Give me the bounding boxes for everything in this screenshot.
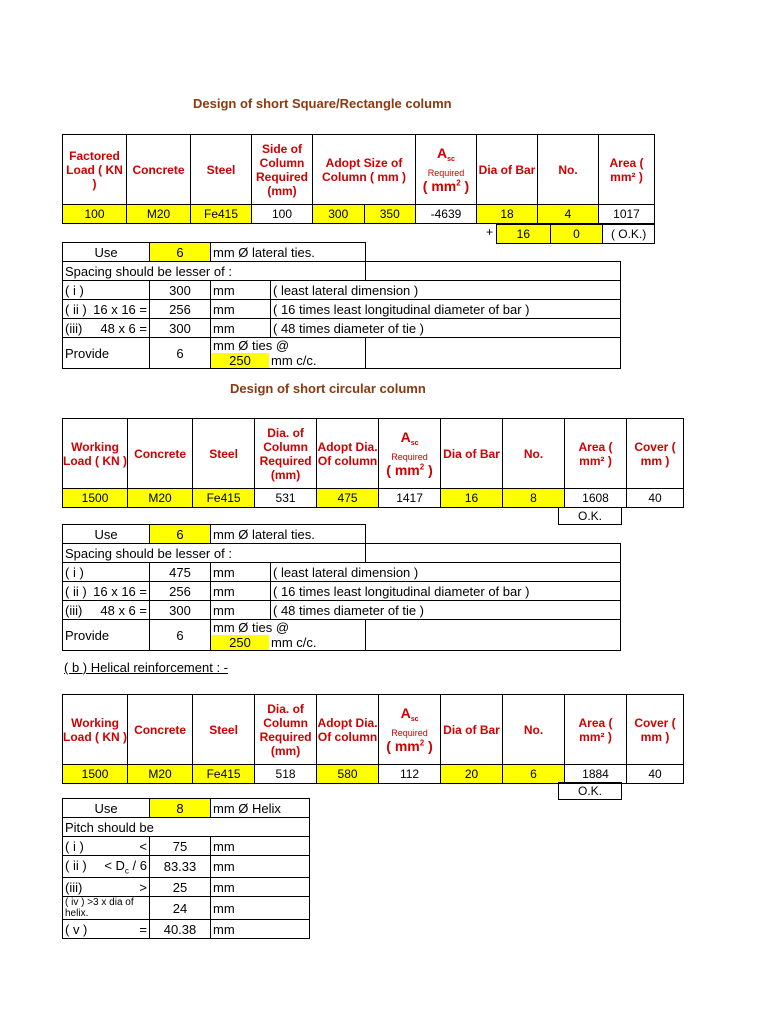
cell-asc: -4639 bbox=[416, 205, 477, 224]
header-adopt-size: Adopt Size of Column ( mm ) bbox=[313, 135, 416, 205]
helical-subtitle: ( b ) Helical reinforcement : - bbox=[64, 660, 228, 675]
header-no: No. bbox=[538, 135, 599, 205]
row-ii-label: ( ii ) 16 x 16 = bbox=[63, 582, 150, 601]
provide-unit: mm Ø ties @250 mm c/c. bbox=[211, 620, 366, 651]
row-ii-desc: ( 16 times least longitudinal diameter of bar ) bbox=[271, 300, 621, 319]
header-area: Area ( mm² ) bbox=[599, 135, 655, 205]
row-iii-unit: mm bbox=[211, 601, 271, 620]
pitch-label: Pitch should be bbox=[63, 818, 310, 837]
spacing-label: Spacing should be lesser of : bbox=[63, 544, 366, 563]
ties-box-2 bbox=[62, 524, 621, 651]
header-side-required: Side of Column Required (mm) bbox=[252, 135, 313, 205]
row-i-value: 475 bbox=[150, 563, 211, 582]
row-i-desc: ( least lateral dimension ) bbox=[271, 281, 621, 300]
pitch-v-unit: mm bbox=[211, 920, 310, 939]
pitch-iii-label: (iii) > bbox=[63, 878, 150, 897]
cell-no[interactable]: 6 bbox=[503, 765, 565, 784]
row-iii-label: (iii) 48 x 6 = bbox=[63, 319, 150, 338]
row-i-label: ( i ) bbox=[63, 281, 150, 300]
pitch-v-label: ( v ) = bbox=[63, 920, 150, 939]
cell-cover: 40 bbox=[626, 765, 683, 784]
cell-dia-column: 531 bbox=[255, 489, 317, 508]
cell-dia[interactable]: 16 bbox=[441, 489, 503, 508]
row-ii-unit: mm bbox=[211, 582, 271, 601]
pitch-i-unit: mm bbox=[211, 837, 310, 856]
use-unit: mm Ø lateral ties. bbox=[211, 243, 366, 262]
header-concrete: Concrete bbox=[127, 135, 191, 205]
row-ii-value: 256 bbox=[150, 300, 211, 319]
pitch-iii-value: 25 bbox=[150, 878, 211, 897]
header-steel: Steel bbox=[193, 695, 255, 765]
row-i-label: ( i ) bbox=[63, 563, 150, 582]
header-dia-of-bar: Dia of Bar bbox=[441, 695, 503, 765]
provide-dia: 6 bbox=[150, 338, 211, 369]
cell-adopt[interactable]: 580 bbox=[317, 765, 379, 784]
cell-steel[interactable]: Fe415 bbox=[193, 489, 255, 508]
cell-dia-2[interactable]: 16 bbox=[497, 225, 551, 244]
second-bar-row bbox=[496, 224, 655, 244]
square-column-table bbox=[62, 134, 655, 224]
row-i-desc: ( least lateral dimension ) bbox=[271, 563, 621, 582]
header-dia-of-bar: Dia of Bar bbox=[477, 135, 538, 205]
cell-area: 1017 bbox=[599, 205, 655, 224]
cell-concrete[interactable]: M20 bbox=[128, 765, 193, 784]
ok-cell: O.K. bbox=[558, 782, 622, 800]
row-iii-label: (iii) 48 x 6 = bbox=[63, 601, 150, 620]
header-cover: Cover ( mm ) bbox=[626, 419, 683, 489]
header-area: Area ( mm² ) bbox=[565, 419, 627, 489]
provide-label: Provide bbox=[63, 338, 150, 369]
use-label: Use bbox=[63, 525, 150, 544]
row-iii-value: 300 bbox=[150, 601, 211, 620]
pitch-iv-value: 24 bbox=[150, 897, 211, 920]
header-dia-column: Dia. of Column Required (mm) bbox=[255, 695, 317, 765]
header-cover: Cover ( mm ) bbox=[626, 695, 683, 765]
header-asc-required: $A_{sc}$ Required ( $mm^2$ ) bbox=[379, 695, 441, 765]
row-iii-unit: mm bbox=[211, 319, 271, 338]
helix-use-label: Use bbox=[63, 799, 150, 818]
use-value[interactable]: 6 bbox=[150, 525, 211, 544]
row-i-unit: mm bbox=[211, 281, 271, 300]
ok-cell: O.K. bbox=[558, 507, 622, 525]
header-asc-required: $A_{sc}$ Required ( $mm^2$ ) bbox=[379, 419, 441, 489]
cell-cover: 40 bbox=[626, 489, 683, 508]
pitch-ii-label: ( ii ) < $D_c / 6$ bbox=[63, 856, 150, 878]
section1-title: Design of short Square/Rectangle column bbox=[193, 96, 452, 111]
header-steel: Steel bbox=[193, 419, 255, 489]
cell-dia-column: 518 bbox=[255, 765, 317, 784]
cell-asc: 1417 bbox=[379, 489, 441, 508]
cell-concrete[interactable]: M20 bbox=[127, 205, 191, 224]
pitch-v-value: 40.38 bbox=[150, 920, 211, 939]
cell-adopt-1[interactable]: 300 bbox=[313, 205, 365, 224]
use-value[interactable]: 6 bbox=[150, 243, 211, 262]
header-asc-required: $A_{sc}$ Required ( $mm^2$ ) bbox=[416, 135, 477, 205]
provide-label: Provide bbox=[63, 620, 150, 651]
row-ii-label: ( ii ) 16 x 16 = bbox=[63, 300, 150, 319]
plus-sign: + bbox=[486, 225, 494, 239]
cell-no[interactable]: 4 bbox=[538, 205, 599, 224]
cell-steel[interactable]: Fe415 bbox=[193, 765, 255, 784]
cell-no[interactable]: 8 bbox=[503, 489, 565, 508]
pitch-i-value: 75 bbox=[150, 837, 211, 856]
header-concrete: Concrete bbox=[128, 695, 193, 765]
row-ii-value: 256 bbox=[150, 582, 211, 601]
use-label: Use bbox=[63, 243, 150, 262]
provide-unit: mm Ø ties @250 mm c/c. bbox=[211, 338, 366, 369]
header-adopt-dia: Adopt Dia. Of column bbox=[317, 695, 379, 765]
cell-dia[interactable]: 20 bbox=[441, 765, 503, 784]
provide-dia: 6 bbox=[150, 620, 211, 651]
cell-load[interactable]: 100 bbox=[63, 205, 127, 224]
section2-title: Design of short circular column bbox=[230, 381, 426, 396]
cell-concrete[interactable]: M20 bbox=[128, 489, 193, 508]
cell-adopt-2[interactable]: 350 bbox=[364, 205, 416, 224]
header-working-load: Working Load ( KN ) bbox=[63, 695, 128, 765]
cell-side: 100 bbox=[252, 205, 313, 224]
cell-dia[interactable]: 18 bbox=[477, 205, 538, 224]
cell-load[interactable]: 1500 bbox=[63, 765, 128, 784]
header-steel: Steel bbox=[191, 135, 252, 205]
header-no: No. bbox=[503, 695, 565, 765]
provide-spacing[interactable]: 250 bbox=[211, 635, 269, 650]
header-dia-column: Dia. of Column Required (mm) bbox=[255, 419, 317, 489]
pitch-ii-value: 83.33 bbox=[150, 856, 211, 878]
cell-asc: 112 bbox=[379, 765, 441, 784]
circular-column-table bbox=[62, 418, 684, 508]
row-i-value: 300 bbox=[150, 281, 211, 300]
pitch-iv-label: ( iv ) >3 x dia of helix. bbox=[63, 897, 150, 920]
row-ii-desc: ( 16 times least longitudinal diameter of bar ) bbox=[271, 582, 621, 601]
cell-no-2[interactable]: 0 bbox=[550, 225, 603, 244]
row-iii-value: 300 bbox=[150, 319, 211, 338]
cell-ok: ( O.K.) bbox=[603, 225, 655, 244]
cell-area: 1608 bbox=[565, 489, 627, 508]
header-area: Area ( mm² ) bbox=[565, 695, 627, 765]
helix-box bbox=[62, 798, 310, 939]
helical-column-table bbox=[62, 694, 684, 784]
cell-steel[interactable]: Fe415 bbox=[191, 205, 252, 224]
header-working-load: Working Load ( KN ) bbox=[63, 419, 128, 489]
header-concrete: Concrete bbox=[128, 419, 193, 489]
header-factored-load: Factored Load ( KN ) bbox=[63, 135, 127, 205]
pitch-i-label: ( i ) < bbox=[63, 837, 150, 856]
pitch-iv-unit: mm bbox=[211, 897, 310, 920]
header-dia-of-bar: Dia of Bar bbox=[441, 419, 503, 489]
helix-use-value[interactable]: 8 bbox=[150, 799, 211, 818]
cell-load[interactable]: 1500 bbox=[63, 489, 128, 508]
helix-use-unit: mm Ø Helix bbox=[211, 799, 310, 818]
row-ii-unit: mm bbox=[211, 300, 271, 319]
pitch-iii-unit: mm bbox=[211, 878, 310, 897]
use-unit: mm Ø lateral ties. bbox=[211, 525, 366, 544]
provide-spacing[interactable]: 250 bbox=[211, 353, 269, 368]
row-iii-desc: ( 48 times diameter of tie ) bbox=[271, 319, 621, 338]
row-iii-desc: ( 48 times diameter of tie ) bbox=[271, 601, 621, 620]
ties-box-1 bbox=[62, 242, 621, 369]
cell-area: 1884 bbox=[565, 765, 627, 784]
pitch-ii-unit: mm bbox=[211, 856, 310, 878]
header-no: No. bbox=[503, 419, 565, 489]
spacing-label: Spacing should be lesser of : bbox=[63, 262, 366, 281]
cell-adopt[interactable]: 475 bbox=[317, 489, 379, 508]
header-adopt-dia: Adopt Dia. Of column bbox=[317, 419, 379, 489]
row-i-unit: mm bbox=[211, 563, 271, 582]
